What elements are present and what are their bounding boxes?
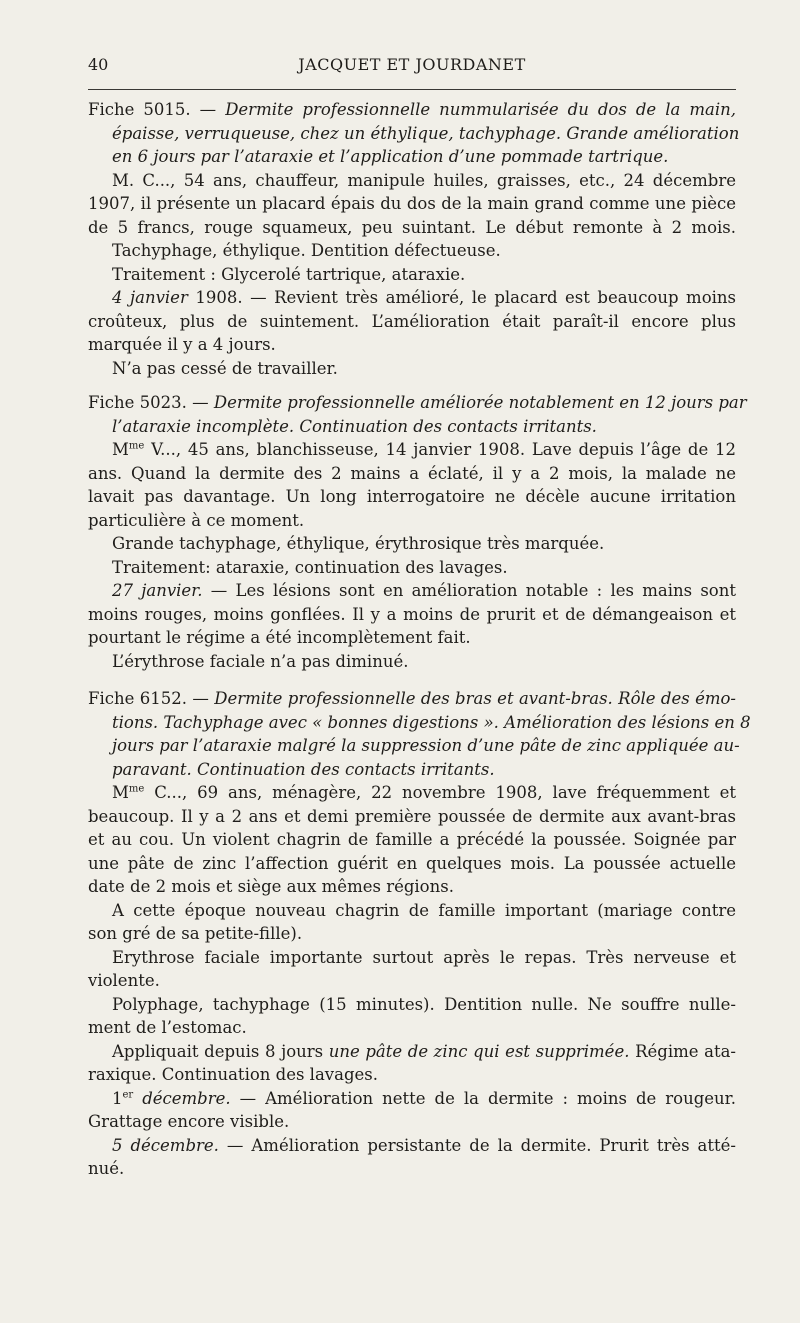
body-line: Polyphage, tachyphage (15 minutes). Dentition nulle. Ne souffre nulle- <box>112 994 736 1014</box>
case-5023 <box>88 391 747 673</box>
case-6152-title-line: paravant. Continuation des contacts irritants. <box>112 759 495 779</box>
body-line: N’a pas cessé de travailler. <box>112 358 338 378</box>
body-line: une pâte de zinc l’affection guérit en quelques mois. La poussée actuelle <box>88 853 736 873</box>
body-line: $M^{me}$ V..., 45 ans, blanchisseuse, 14 janvier 1908. Lave depuis l’âge de 12 <box>112 440 736 459</box>
body-line: Appliquait depuis 8 jours une pâte de zinc qui est supprimée. Régime ata- <box>112 1041 736 1061</box>
body-line: Traitement : Glycerolé tartrique, ataraxie. <box>112 264 466 284</box>
body-line: particulière à ce moment. <box>88 510 305 530</box>
body-line: Traitement: ataraxie, continuation des lavages. <box>112 557 508 577</box>
body-line: date de 2 mois et siège aux mêmes régions. <box>88 877 454 896</box>
page-body <box>88 98 751 1181</box>
case-5015-title-line: Fiche 5015. — Dermite professionnelle nummularisée du dos de la main, <box>88 100 736 119</box>
body-line: L’érythrose faciale n’a pas diminué. <box>112 651 409 671</box>
body-line: croûteux, plus de suintement. L’amélioration était paraît-il encore plus <box>88 311 736 331</box>
body-line: pourtant le régime a été incomplètement fait. <box>88 628 471 647</box>
body-line: de 5 francs, rouge squameux, peu suintant. Le début remonte à 2 mois. <box>88 217 736 237</box>
running-title: JACQUET ET JOURDANET <box>298 55 526 74</box>
body-line: Tachyphage, éthylique. Dentition défectueuse. <box>112 241 501 260</box>
header-rule <box>88 89 736 90</box>
body-line: violente. <box>88 971 160 990</box>
body-line: 1907, il présente un placard épais du dos de la main grand comme une pièce <box>88 194 736 213</box>
body-line: $M^{me}$ C..., 69 ans, ménagère, 22 novembre 1908, lave fréquemment et <box>112 783 736 802</box>
body-line: nué. <box>88 1159 125 1178</box>
body-line: lavait pas davantage. Un long interrogatoire ne décèle aucune irritation <box>88 487 736 506</box>
dated-entry: 5 décembre. — Amélioration persistante de la dermite. Prurit très atté- <box>112 1135 736 1155</box>
dated-entry: 27 janvier. — Les lésions sont en amélioration notable : les mains sont <box>112 581 736 600</box>
body-line: Grande tachyphage, éthylique, érythrosique très marquée. <box>112 534 605 553</box>
case-5023-title-line: Fiche 5023. — Dermite professionnelle améliorée notablement en 12 jours par <box>88 393 747 412</box>
case-5015-title-line: en 6 jours par l’ataraxie et l’application d’une pommade tartrique. <box>112 147 669 166</box>
body-line: et au cou. Un violent chagrin de famille a précédé la poussée. Soignée par <box>88 830 736 849</box>
body-line: raxique. Continuation des lavages. <box>88 1065 378 1084</box>
case-6152-title-line: jours par l’ataraxie malgré la suppression d’une pâte de zinc appliquée au- <box>112 736 740 755</box>
case-5023-title-line: l’ataraxie incomplète. Continuation des contacts irritants. <box>112 416 597 436</box>
body-line: ans. Quand la dermite des 2 mains a éclaté, il y a 2 mois, la malade ne <box>88 463 736 483</box>
case-6152 <box>88 687 751 1181</box>
body-line: marquée il y a 4 jours. <box>88 335 276 354</box>
body-line: Erythrose faciale importante surtout après le repas. Très nerveuse et <box>112 947 736 967</box>
case-5015 <box>88 98 740 380</box>
body-line: ment de l’estomac. <box>88 1018 247 1037</box>
body-line: M. C..., 54 ans, chauffeur, manipule huiles, graisses, etc., 24 décembre <box>112 170 736 190</box>
body-line: A cette époque nouveau chagrin de famille important (mariage contre <box>112 900 736 920</box>
page-number: 40 <box>88 55 109 74</box>
page-header <box>88 55 736 81</box>
body-line: moins rouges, moins gonflées. Il y a moins de prurit et de démangeaison et <box>88 604 736 624</box>
dated-entry: 4 janvier 1908. — Revient très amélioré, le placard est beaucoup moins <box>112 288 737 307</box>
case-6152-title-line: tions. Tachyphage avec « bonnes digestions ». Amélioration des lésions en 8 <box>112 712 751 732</box>
body-line: son gré de sa petite-fille). <box>88 924 303 943</box>
body-line: Grattage encore visible. <box>88 1112 290 1131</box>
dated-entry: 1er décembre. — Amélioration nette de la dermite : moins de rougeur. <box>112 1088 737 1108</box>
case-6152-title-line: Fiche 6152. — Dermite professionnelle des bras et avant-bras. Rôle des émo- <box>88 689 736 708</box>
body-line: beaucoup. Il y a 2 ans et demi première poussée de dermite aux avant-bras <box>88 806 736 826</box>
case-5015-title-line: épaisse, verruqueuse, chez un éthylique, tachyphage. Grande amélioration <box>112 123 740 143</box>
